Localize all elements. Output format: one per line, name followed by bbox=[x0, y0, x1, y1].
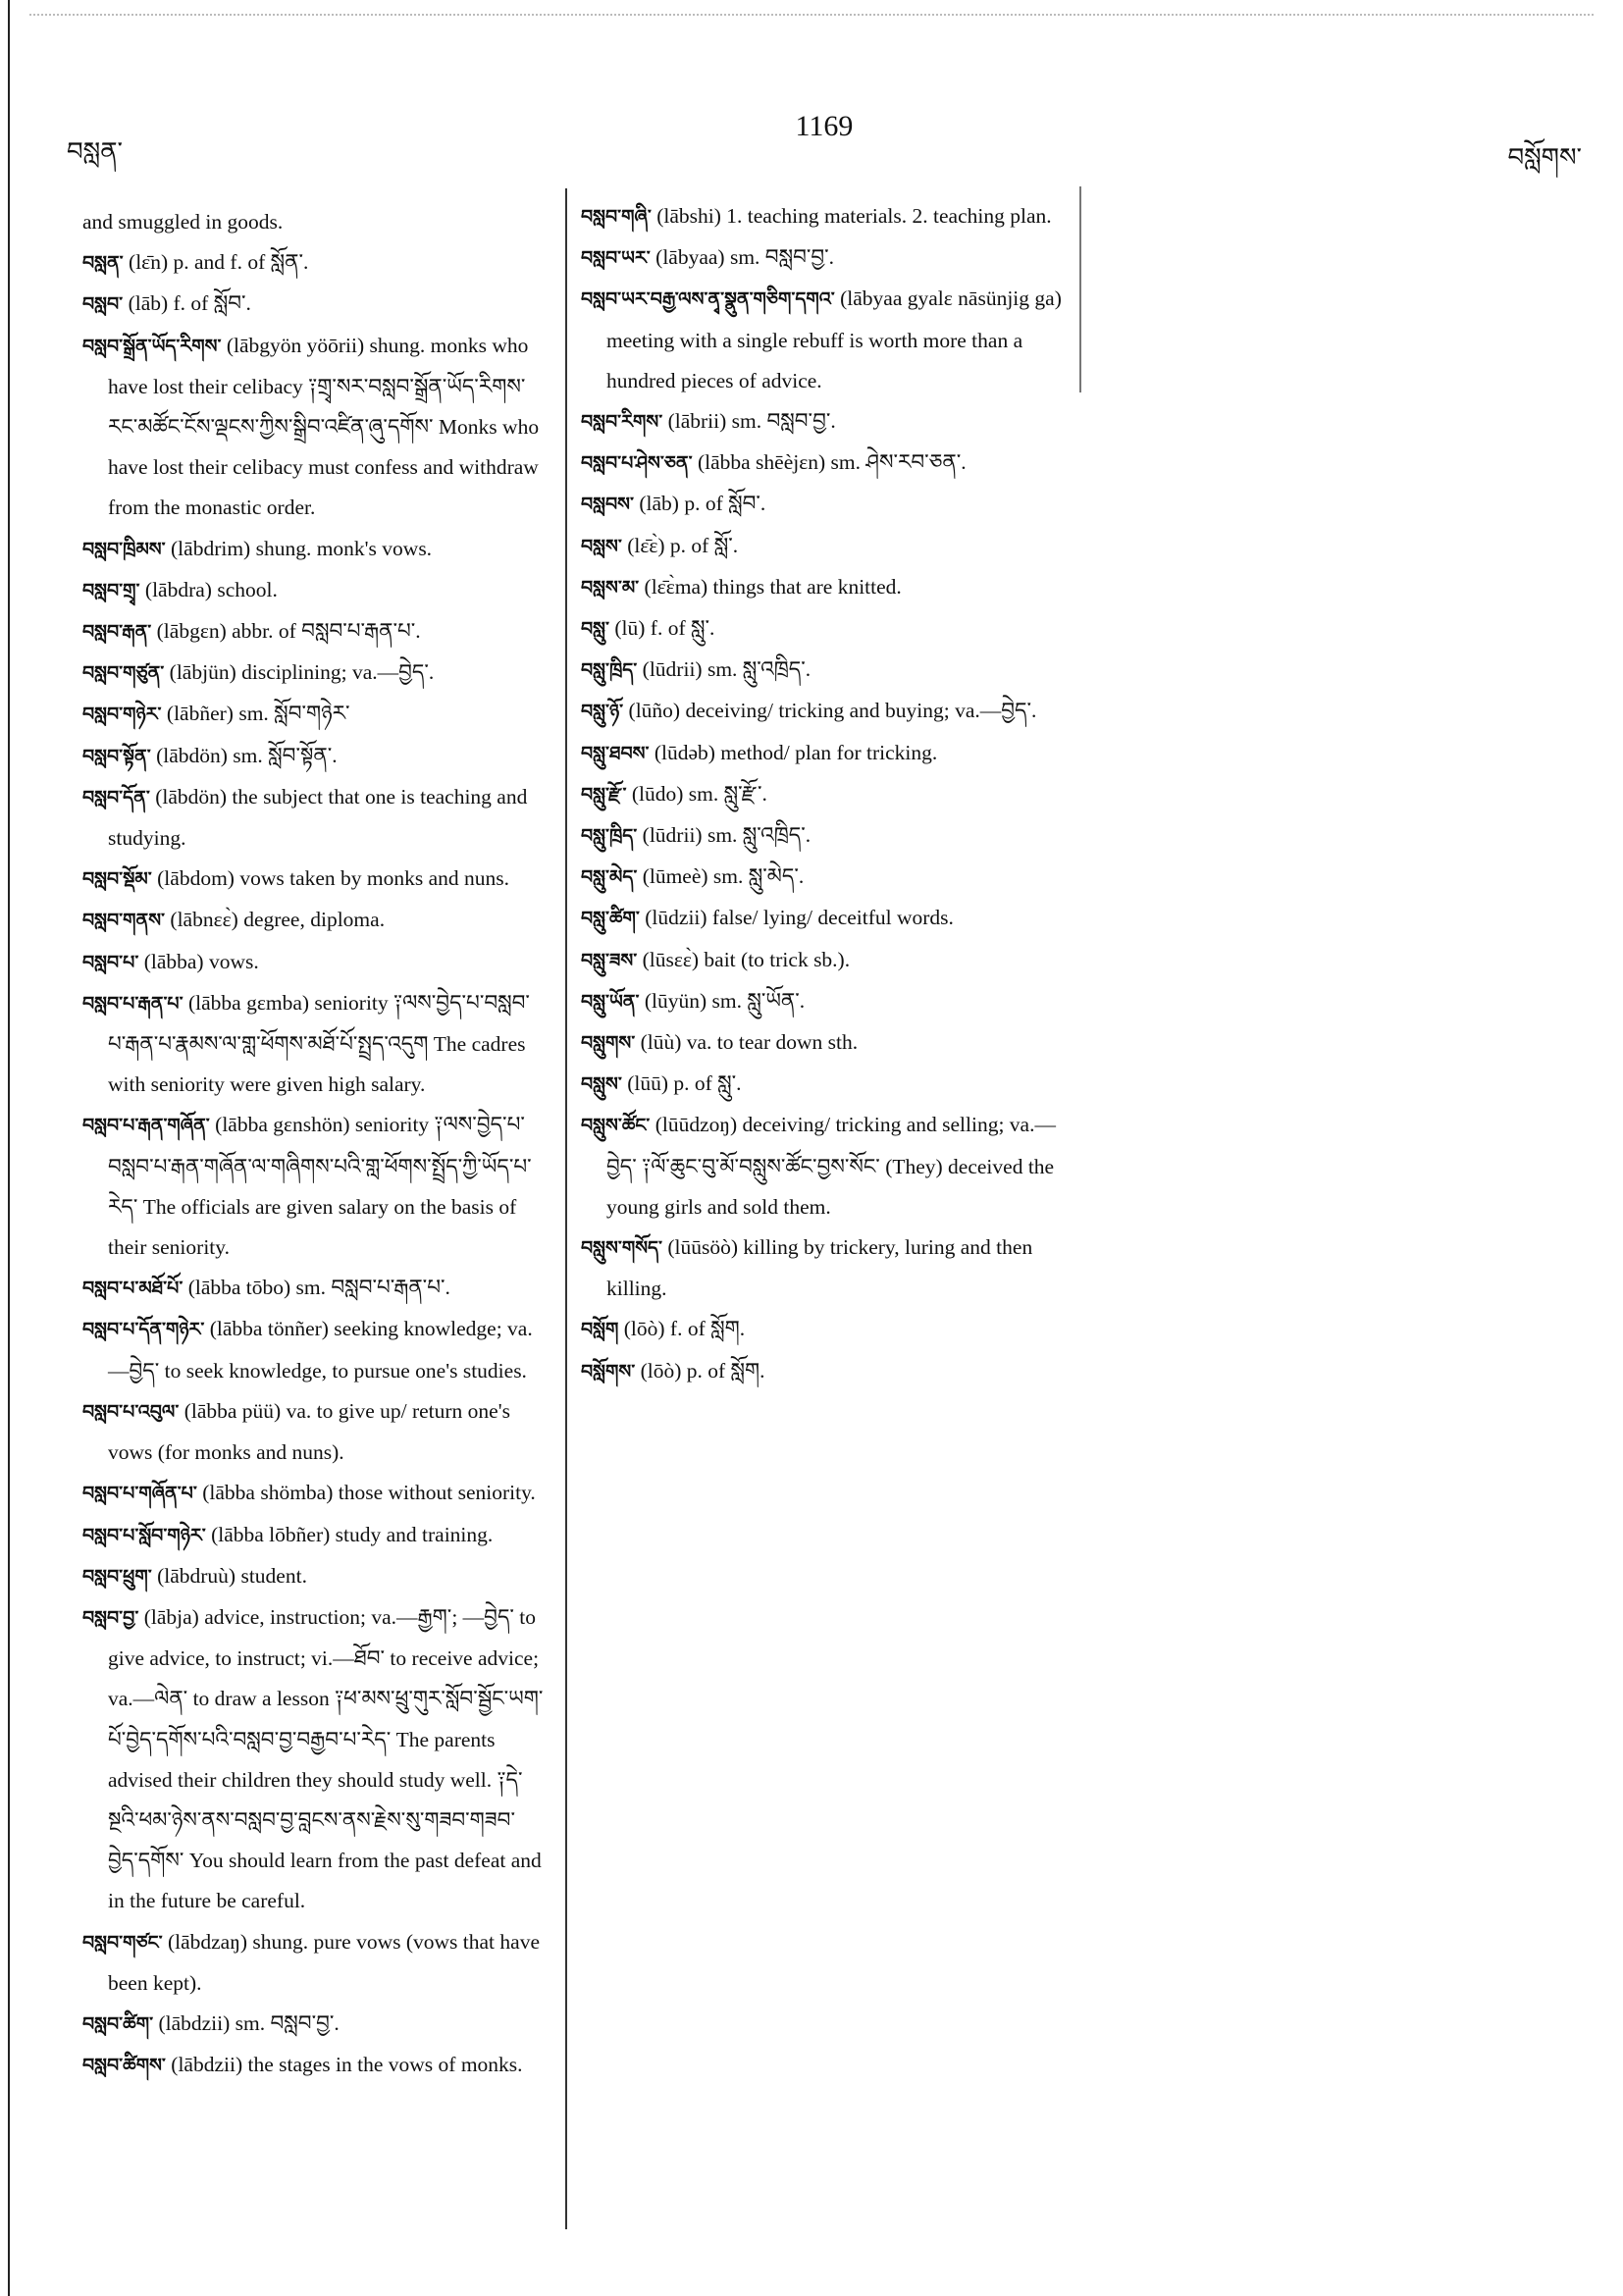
entry-headword: བསླས་ bbox=[581, 535, 622, 557]
dictionary-entry bbox=[581, 279, 1068, 401]
entry-headword: བསླབ་པ་རྒན་པ་ bbox=[82, 992, 183, 1015]
guide-word-right: བསློགས་ bbox=[1507, 143, 1582, 173]
entry-headword: བསླུགས་ bbox=[581, 1032, 636, 1055]
entry-definition: (lābba lōbñer) study and training. bbox=[211, 1522, 494, 1546]
entry-definition: (lābyaa) sm. བསླབ་བྱ་. bbox=[655, 245, 835, 270]
entry-definition: (lūmeè) sm. སླུ་མེད་. bbox=[642, 864, 805, 889]
entry-headword: བསླུ་ཐབས་ bbox=[581, 742, 650, 764]
entry-headword: བསླུས་ཚོང་ bbox=[581, 1115, 651, 1137]
entry-definition: (lūūsöò) killing by trickery, luring and then killing. bbox=[606, 1235, 1033, 1301]
dictionary-entry bbox=[82, 611, 544, 652]
dictionary-entry bbox=[82, 529, 544, 570]
right-column bbox=[581, 196, 1068, 1392]
entry-headword: བསླབ་གཞི་ bbox=[581, 206, 652, 228]
entry-definition: (lūdrii) sm. སླུ་འཁྲིད་. bbox=[642, 657, 812, 682]
entry-definition: (lūūdzoŋ) deceiving/ tricking and selling; va.—བྱེད་ ༑ལོ་ཆུང་བུ་མོ་བསླུས་ཚོང་བྱས་སོང་ (They) deceived the young girls and sold them. bbox=[606, 1113, 1056, 1219]
entry-definition: (lābdzaŋ) shung. pure vows (vows that have been kept). bbox=[108, 1929, 540, 1995]
entry-headword: བསླུ་ bbox=[581, 618, 609, 641]
entry-headword: བསླུ་ཡོན་ bbox=[581, 990, 640, 1013]
dictionary-entry bbox=[82, 983, 544, 1106]
dictionary-entry bbox=[82, 202, 544, 242]
entry-definition: (lābgyön yöōrii) shung. monks who have lost their celibacy ༑གྲྭ་སར་བསླབ་སྒྲོན་ཡོད་རིགས་རང་མཚོང་ངོས་ལྡངས་ཀྱིས་སྒྲིབ་འཛིན་ཞུ་དགོས་ Monks who have lost their celibacy must confess and withdraw from the monastic order. bbox=[108, 333, 540, 520]
entry-headword: བསླབ་པ་ bbox=[82, 951, 139, 973]
dictionary-entry bbox=[581, 484, 1068, 525]
entry-definition: (lū) f. of སླུ་. bbox=[614, 616, 715, 641]
entry-definition: (lābba) vows. bbox=[143, 949, 259, 973]
entry-headword: བསླབ་དོན་ bbox=[82, 786, 150, 809]
dictionary-entry bbox=[581, 401, 1068, 443]
entry-headword: བསླབ་སྒྲོན་ཡོད་རིགས་ bbox=[82, 335, 222, 357]
entry-definition: (lābdön) the subject that one is teaching and studying. bbox=[108, 784, 528, 851]
entry-definition: (lābyaa gyalɛ nāsünjig ga) meeting with a single rebuff is worth more than a hundred pieces of advice. bbox=[606, 287, 1062, 392]
entry-headword: བསླུས་གསོད་ bbox=[581, 1237, 663, 1260]
entry-headword: བསླབ་ཚིགས་ bbox=[82, 2055, 166, 2077]
entry-definition: (lābdruù) student. bbox=[157, 1563, 307, 1588]
entry-definition: (lābba shömba) those without seniority. bbox=[202, 1481, 536, 1505]
guide-word-left: བསླན་ bbox=[67, 137, 124, 167]
dictionary-entry bbox=[581, 981, 1068, 1022]
entry-definition: (lābjün) disciplining; va.—བྱེད་. bbox=[169, 660, 435, 685]
dictionary-entry bbox=[82, 694, 544, 735]
entry-definition: (lāb) f. of སློབ་. bbox=[128, 291, 251, 316]
entry-headword: བསླབ་བྱ་ bbox=[82, 1606, 139, 1629]
entry-headword: བསླབས་ bbox=[581, 494, 634, 516]
dictionary-entry bbox=[581, 237, 1068, 279]
dictionary-entry bbox=[82, 1105, 544, 1268]
entry-definition: (lūdo) sm. སླུ་རྫོ་. bbox=[631, 781, 767, 806]
dictionary-entry bbox=[82, 859, 544, 900]
entry-headword: བསླུ་རྫོ་ bbox=[581, 783, 627, 806]
entry-headword: བསླབ་གཙུན་ bbox=[82, 662, 165, 685]
dictionary-entry bbox=[581, 733, 1068, 774]
entry-headword: བསླུ་ཚིག་ bbox=[581, 908, 640, 930]
left-column bbox=[82, 202, 544, 2086]
entry-definition: (lābba gɛmba) seniority ༑ལས་བྱེད་པ་བསླབ་པ་རྒན་པ་རྣམས་ལ་གླ་ཕོགས་མཐོ་པོ་སྤྲད་འདུག The cadres with seniority were given high salary. bbox=[108, 990, 530, 1097]
dictionary-entry bbox=[581, 898, 1068, 939]
entry-headword: བསླུ་ཁྲིད་ bbox=[581, 659, 638, 682]
page-number: 1169 bbox=[795, 110, 854, 142]
entry-headword: བསླུ་ཁྲིད་ bbox=[581, 825, 638, 848]
entry-headword: བསླབ་གཙང་ bbox=[82, 1931, 163, 1954]
entry-headword: བསླུ་ཟས་ bbox=[581, 949, 638, 971]
dictionary-entry bbox=[82, 1556, 544, 1597]
entry-definition: (lūyün) sm. སླུ་ཡོན་. bbox=[644, 988, 806, 1013]
entry-headword: བསླབ་པ་གཞོན་པ་ bbox=[82, 1483, 197, 1505]
entry-definition: (lōò) f. of སློག. bbox=[623, 1317, 746, 1341]
entry-definition: (lɛ̄ɛ̀ma) things that are knitted. bbox=[644, 574, 902, 599]
entry-headword: བསླབ་སྟོན་ bbox=[82, 745, 151, 767]
entry-definition: (lābgɛn) abbr. of བསླབ་པ་རྒན་པ་. bbox=[156, 619, 421, 644]
entry-headword: བསླབ་ཁྲིམས་ bbox=[82, 538, 166, 560]
entry-headword: བསློགས་ bbox=[581, 1360, 636, 1383]
entry-headword: བསླབ་རིགས་ bbox=[581, 411, 663, 434]
column-divider bbox=[565, 188, 567, 2229]
dictionary-entry bbox=[82, 1515, 544, 1556]
entry-headword: བསློག bbox=[581, 1319, 619, 1341]
dictionary-entry bbox=[82, 652, 544, 694]
entry-headword: བསླབ་ཡར་ bbox=[581, 247, 651, 270]
entry-headword: བསླབ་པ་འབུལ་ bbox=[82, 1400, 180, 1423]
column-divider-right-tick bbox=[1079, 186, 1081, 392]
entry-definition: (lābnɛɛ̀) degree, diploma. bbox=[170, 908, 386, 932]
entry-headword: བསླན་ bbox=[82, 252, 124, 275]
entry-definition: (lūño) deceiving/ tricking and buying; va.—བྱེད་. bbox=[628, 699, 1037, 723]
dictionary-entry bbox=[581, 1105, 1068, 1227]
dictionary-entry bbox=[82, 736, 544, 777]
dictionary-entry bbox=[82, 326, 544, 529]
dictionary-entry bbox=[82, 1473, 544, 1514]
entry-definition: (lūsɛɛ̀) bait (to trick sb.). bbox=[642, 947, 851, 971]
entry-definition: (lābdra) school. bbox=[144, 577, 278, 601]
dictionary-entry bbox=[82, 1309, 544, 1390]
entry-definition: (lābdzii) the stages in the vows of monks. bbox=[171, 2053, 523, 2077]
entry-definition: (lābba püü) va. to give up/ return one's vows (for monks and nuns). bbox=[108, 1398, 510, 1465]
entry-headword: བསླབ་པ་མཐོ་པོ་ bbox=[82, 1278, 183, 1300]
dictionary-entry bbox=[82, 284, 544, 325]
entry-definition: (lāb) p. of སློབ་. bbox=[639, 492, 766, 516]
dictionary-entry bbox=[581, 691, 1068, 732]
entry-definition: (lābba gɛnshön) seniority ༑ལས་བྱེད་པ་བསླབ་པ་རྒན་གཞོན་ལ་གཞིགས་པའི་གླ་ཕོགས་སྤྲོད་ཀྱི་ཡོད་པ་རེད་ The officials are given salary on the basis of their seniority. bbox=[108, 1113, 532, 1260]
entry-definition: (lābja) advice, instruction; va.—རྒྱག་; —བྱེད་ to give advice, to instruct; vi.—ཐོབ་ to receive advice; va.—ལེན་ to draw a lesson ༑ཕ་མས་ཕྲུ་གུར་སློབ་སྦྱོང་ཡག་པོ་བྱེད་དགོས་པའི་བསླབ་བྱ་བརྒྱབ་པ་རེད་ The parents advised their children they should study well. ༑དེ་སྔའི་ཕམ་ཉེས་ནས་བསླབ་བྱ་བླངས་ནས་རྗེས་སུ་གཟབ་གཟབ་བྱེད་དགོས་ You should learn from the past defeat and in the future be careful. bbox=[108, 1604, 544, 1913]
entry-headword: བསླུ་ཉོ་ bbox=[581, 701, 624, 723]
entry-headword: བསླུ་མེད་ bbox=[581, 866, 638, 889]
dictionary-entry bbox=[581, 443, 1068, 484]
entry-headword: བསླབ་གྲྭ་ bbox=[82, 579, 140, 601]
entry-headword: བསླུས་ bbox=[581, 1073, 622, 1096]
entry-definition: (lūdzii) false/ lying/ deceitful words. bbox=[645, 906, 954, 930]
dictionary-entry bbox=[581, 1064, 1068, 1105]
dictionary-entry bbox=[581, 940, 1068, 981]
entry-definition: and smuggled in goods. bbox=[82, 210, 284, 234]
entry-definition: (lābñer) sm. སློབ་གཉེར་ bbox=[166, 702, 350, 726]
entry-definition: (lābdön) sm. སློབ་སྟོན་. bbox=[156, 743, 338, 767]
dictionary-entry bbox=[82, 1597, 544, 1922]
page-left-border bbox=[8, 0, 10, 2296]
entry-definition: (lūdəb) method/ plan for tricking. bbox=[654, 740, 938, 764]
entry-headword: བསླབ་ཕྲུག་ bbox=[82, 1565, 152, 1588]
entry-definition: (lābdzii) sm. བསླབ་བྱ་. bbox=[158, 2010, 340, 2035]
dictionary-entry bbox=[82, 1391, 544, 1473]
entry-definition: (lābba tönñer) seeking knowledge; va.—བྱེད་ to seek knowledge, to pursue one's studies. bbox=[108, 1317, 533, 1383]
dictionary-entry bbox=[581, 608, 1068, 650]
dictionary-entry bbox=[82, 1268, 544, 1309]
dictionary-entry bbox=[82, 1922, 544, 2004]
entry-headword: བསླབ་གཉེར་ bbox=[82, 704, 162, 726]
entry-headword: བསླབ་པ་ཤེས་ཅན་ bbox=[581, 452, 693, 475]
dictionary-entry bbox=[581, 196, 1068, 237]
dictionary-entry bbox=[581, 815, 1068, 857]
entry-definition: (lābba tōbo) sm. བསླབ་པ་རྒན་པ་. bbox=[187, 1276, 450, 1300]
entry-definition: (lābba shēèjɛn) sm. ཤེས་རབ་ཅན་. bbox=[697, 450, 967, 475]
entry-definition: (lābdom) vows taken by monks and nuns. bbox=[157, 866, 510, 891]
dictionary-entry bbox=[581, 857, 1068, 898]
dictionary-entry bbox=[581, 1351, 1068, 1392]
dictionary-entry bbox=[82, 570, 544, 611]
dictionary-entry bbox=[581, 1309, 1068, 1350]
entry-headword: བསླབ་པ་སློབ་གཉེར་ bbox=[82, 1524, 206, 1546]
entry-definition: (lābshi) 1. teaching materials. 2. teaching plan. bbox=[656, 204, 1052, 228]
dictionary-entry bbox=[581, 774, 1068, 815]
entry-definition: (lūū) p. of སླུ་. bbox=[627, 1071, 742, 1096]
dictionary-entry bbox=[82, 900, 544, 941]
dictionary-entry bbox=[581, 650, 1068, 691]
entry-headword: བསླབ་ཡར་བརྒྱ་ལས་ནྭ་སྣུན་གཅིག་དགའ་ bbox=[581, 288, 835, 311]
dictionary-entry bbox=[82, 942, 544, 983]
dictionary-entry bbox=[82, 2045, 544, 2086]
entry-headword: བསླབ་ bbox=[82, 293, 124, 316]
entry-headword: བསླས་མ་ bbox=[581, 576, 640, 599]
entry-headword: བསླབ་ཚིག་ bbox=[82, 2012, 154, 2035]
dictionary-entry bbox=[82, 777, 544, 859]
entry-headword: བསླབ་སྡོམ་ bbox=[82, 868, 152, 891]
dictionary-entry bbox=[581, 1022, 1068, 1064]
top-scan-border bbox=[29, 14, 1594, 16]
entry-headword: བསླབ་པ་རྒན་གཞོན་ bbox=[82, 1115, 210, 1137]
dictionary-entry bbox=[82, 242, 544, 284]
entry-definition: (lōò) p. of སློག. bbox=[640, 1358, 765, 1383]
entry-headword: བསླབ་རྒན་ bbox=[82, 621, 152, 644]
dictionary-entry bbox=[581, 526, 1068, 567]
dictionary-entry bbox=[82, 2004, 544, 2045]
entry-definition: (lābdrim) shung. monk's vows. bbox=[171, 536, 433, 560]
entry-definition: (lābrii) sm. བསླབ་བྱ་. bbox=[667, 409, 836, 434]
entry-headword: བསླབ་པ་དོན་གཉེར་ bbox=[82, 1319, 205, 1341]
entry-definition: (lɛ̄n) p. and f. of སློན་. bbox=[129, 250, 309, 275]
entry-definition: (lɛ̄ɛ̀) p. of སློ་. bbox=[627, 533, 739, 557]
dictionary-entry bbox=[581, 567, 1068, 608]
dictionary-entry bbox=[581, 1227, 1068, 1309]
entry-headword: བསླབ་གནས་ bbox=[82, 910, 166, 932]
entry-definition: (lūù) va. to tear down sth. bbox=[640, 1030, 859, 1055]
entry-definition: (lūdrii) sm. སླུ་འཁྲིད་. bbox=[642, 823, 812, 848]
